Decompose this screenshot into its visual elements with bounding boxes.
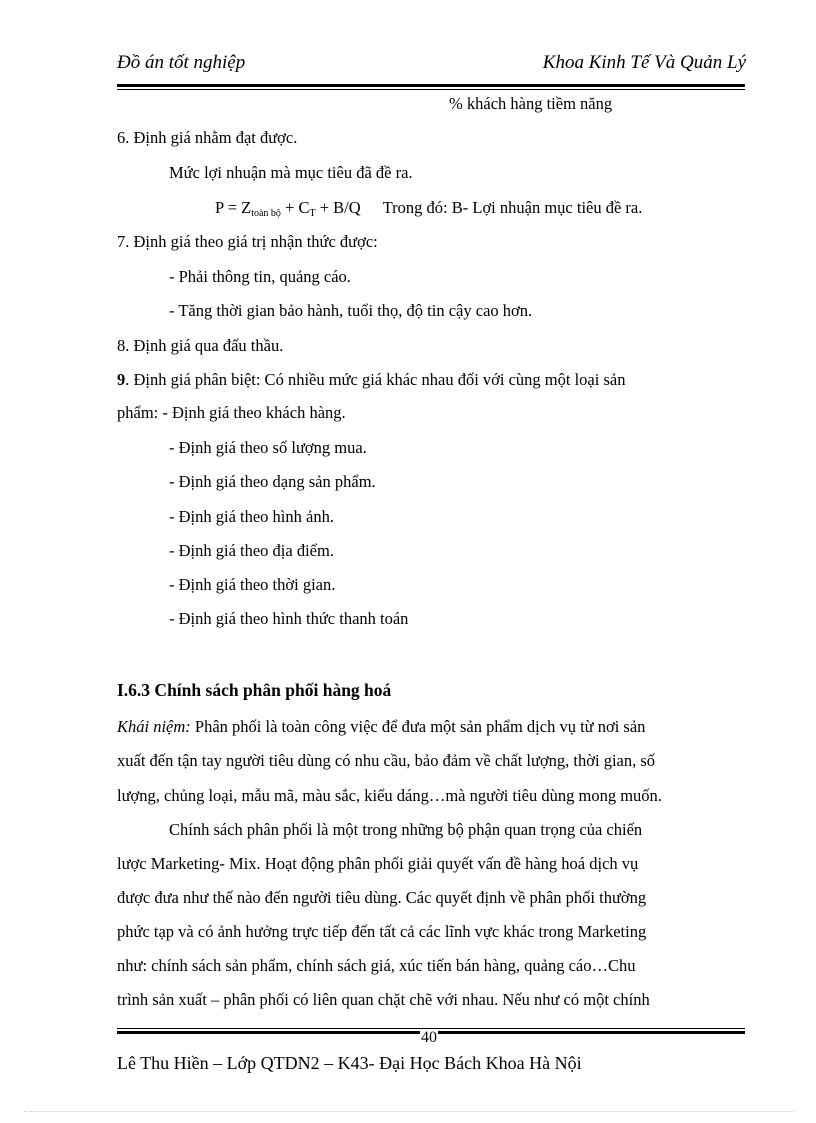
item8-title: 8. Định giá qua đấu thầu.: [117, 336, 284, 355]
item7-title: 7. Định giá theo giá trị nhận thức được:: [117, 232, 378, 251]
para-line: phức tạp và có ảnh hưởng trực tiếp đến tất cả các lĩnh vực khác trong Marketing: [117, 922, 647, 941]
item6-desc: Mức lợi nhuận mà mục tiêu đã đề ra.: [169, 163, 413, 182]
concept-line-2: xuất đến tận tay người tiêu dùng có nhu cầu, bảo đảm về chất lượng, thời gian, số: [117, 751, 656, 770]
concept-line-3: lượng, chủng loại, mẫu mã, màu sắc, kiểu dáng…mà người tiêu dùng mong muốn.: [117, 786, 662, 805]
item9-bullet: - Định giá theo số lượng mua.: [169, 438, 367, 457]
para-line: được đưa như thế nào đến người tiêu dùng. Các quyết định về phân phối thường: [117, 888, 647, 907]
item9-bullet: - Định giá theo hình ảnh.: [169, 507, 334, 526]
item9-title-text: . Định giá phân biệt: Có nhiều mức giá khác nhau đối với cùng một loại sản: [125, 370, 626, 389]
para-line: như: chính sách sản phẩm, chính sách giá, xúc tiến bán hàng, quảng cáo…Chu: [117, 956, 636, 975]
item9-bullet: - Định giá theo dạng sản phẩm.: [169, 472, 376, 491]
item9-continuation: phẩm: - Định giá theo khách hàng.: [117, 403, 346, 422]
concept-label: Khái niệm:: [117, 717, 191, 736]
footer-text: Lê Thu Hiền – Lớp QTDN2 – K43- Đại Học Bách Khoa Hà Nội: [117, 1053, 582, 1073]
formula-p: P = Z: [215, 198, 252, 217]
line-pct: % khách hàng tiềm năng: [449, 94, 613, 113]
formula-z-sub: toàn bộ: [251, 208, 281, 219]
header-rule: [117, 84, 745, 87]
section-heading: I.6.3 Chính sách phân phối hàng hoá: [117, 680, 392, 700]
page-bottom-dotted-line: [24, 1111, 794, 1112]
item9-number: 9: [117, 370, 126, 389]
header-right: Khoa Kinh Tế Và Quản Lý: [542, 52, 746, 73]
item7-bullet-1: - Phải thông tin, quảng cáo.: [169, 267, 351, 286]
item6-title: 6. Định giá nhằm đạt được.: [117, 128, 298, 147]
concept-text: Phân phối là toàn công việc để đưa một sản phẩm dịch vụ từ nơi sản: [190, 717, 646, 736]
formula-c-sub: T: [309, 208, 316, 219]
item9-title: [117, 370, 625, 390]
item9-bullet: - Định giá theo địa điểm.: [169, 541, 334, 560]
item9-bullet: - Định giá theo hình thức thanh toán: [169, 609, 409, 628]
page-number: 40: [421, 1029, 437, 1046]
item7-bullet-2: - Tăng thời gian bảo hành, tuổi thọ, độ tin cậy cao hơn.: [169, 301, 533, 320]
formula-rest: + B/Q: [315, 198, 361, 217]
concept-line-1: [117, 717, 645, 737]
para-line: Chính sách phân phối là một trong những bộ phận quan trọng của chiến: [169, 820, 643, 839]
header-left: Đồ án tốt nghiệp: [117, 52, 246, 73]
formula-note: Trong đó: B- Lợi nhuận mục tiêu đề ra.: [382, 198, 643, 217]
item9-bullet: - Định giá theo thời gian.: [169, 575, 336, 594]
para-line: trình sản xuất – phân phối có liên quan chặt chẽ với nhau. Nếu như có một chính: [117, 990, 650, 1009]
formula-plus-c: + C: [280, 198, 310, 217]
pricing-formula: [215, 198, 642, 218]
para-line: lược Marketing- Mix. Hoạt động phân phối giải quyết vấn đề hàng hoá dịch vụ: [117, 854, 639, 873]
header-rule-thin: [117, 89, 745, 90]
